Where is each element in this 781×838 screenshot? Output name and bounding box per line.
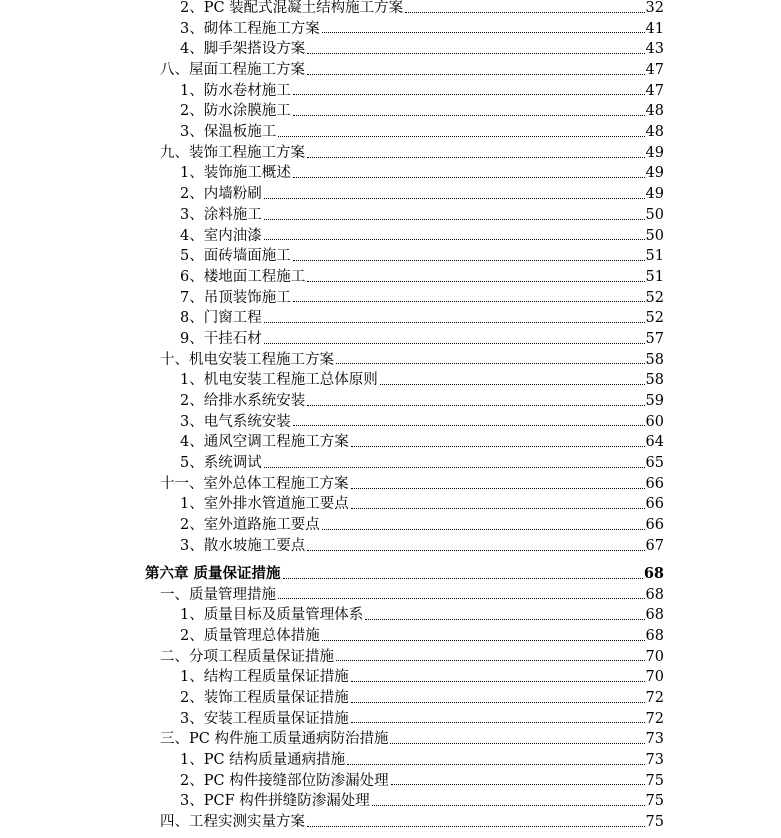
toc-entry-page-number: 73 xyxy=(645,752,664,769)
toc-entry-label: 3、砌体工程施工方案 xyxy=(180,20,320,37)
toc-section-entry[interactable] xyxy=(160,350,664,371)
toc-entry-label: 2、给排水系统安装 xyxy=(180,393,306,410)
dot-leader xyxy=(293,425,645,426)
toc-entry-page-number: 75 xyxy=(645,793,664,810)
toc-entry-label: 5、系统调试 xyxy=(180,455,262,472)
toc-subsection-entry[interactable] xyxy=(180,246,664,267)
toc-entry-label: 2、PC 构件接缝部位防渗漏处理 xyxy=(180,772,389,789)
dot-leader xyxy=(307,157,645,158)
dot-leader xyxy=(264,239,645,240)
toc-entry-page-number: 49 xyxy=(645,186,664,203)
dot-leader xyxy=(351,488,645,489)
toc-entry-label: 3、保温板施工 xyxy=(180,124,277,141)
toc-subsection-entry[interactable] xyxy=(180,329,664,350)
dot-leader xyxy=(322,32,645,33)
toc-entry-label: 9、干挂石材 xyxy=(180,330,262,347)
dot-leader xyxy=(278,598,645,599)
toc-entry-page-number: 49 xyxy=(645,165,664,182)
dot-leader xyxy=(278,136,644,137)
dot-leader xyxy=(293,115,645,116)
dot-leader xyxy=(307,405,644,406)
toc-entry-page-number: 43 xyxy=(645,41,664,58)
toc-entry-page-number: 72 xyxy=(645,689,664,706)
toc-entry-page-number: 32 xyxy=(645,0,664,16)
toc-entry-label: 1、结构工程质量保证措施 xyxy=(180,669,349,686)
toc-section-entry[interactable] xyxy=(160,60,664,81)
dot-leader xyxy=(264,198,645,199)
toc-entry-page-number: 47 xyxy=(645,62,664,79)
toc-entry-page-number: 66 xyxy=(645,496,664,513)
dot-leader xyxy=(264,219,645,220)
dot-leader xyxy=(351,446,645,447)
toc-entry-label: 一、质量管理措施 xyxy=(160,586,276,603)
dot-leader xyxy=(351,508,645,509)
toc-entry-page-number: 47 xyxy=(645,82,664,99)
toc-section-entry[interactable] xyxy=(160,812,664,833)
toc-entry-label: 第六章 质量保证措施 xyxy=(145,565,281,582)
toc-entry-page-number: 68 xyxy=(645,586,664,603)
toc-subsection-entry[interactable] xyxy=(180,101,664,122)
toc-subsection-entry[interactable] xyxy=(180,515,664,536)
toc-entry-page-number: 67 xyxy=(645,537,664,554)
toc-entry-page-number: 52 xyxy=(645,289,664,306)
dot-leader xyxy=(347,764,644,765)
toc-entry-label: 2、内墙粉刷 xyxy=(180,186,262,203)
toc-entry-page-number: 70 xyxy=(645,648,664,665)
toc-entry-label: 十、机电安装工程施工方案 xyxy=(160,351,334,368)
dot-leader xyxy=(351,722,645,723)
toc-entry-label: 6、楼地面工程施工 xyxy=(180,268,306,285)
toc-entry-label: 3、PCF 构件拼缝防渗漏处理 xyxy=(180,793,370,810)
toc-entry-label: 8、门窗工程 xyxy=(180,310,262,327)
toc-entry-page-number: 66 xyxy=(645,475,664,492)
dot-leader xyxy=(293,177,645,178)
toc-entry-page-number: 70 xyxy=(645,669,664,686)
toc-entry-page-number: 72 xyxy=(645,710,664,727)
dot-leader xyxy=(322,529,645,530)
toc-subsection-entry[interactable] xyxy=(180,308,664,329)
toc-entry-label: 四、工程实测实量方案 xyxy=(160,814,305,831)
toc-entry-page-number: 48 xyxy=(645,124,664,141)
toc-subsection-entry[interactable] xyxy=(180,164,664,185)
toc-entry-label: 5、面砖墙面施工 xyxy=(180,248,291,265)
toc-subsection-entry[interactable] xyxy=(180,771,664,792)
toc-entry-label: 3、涂料施工 xyxy=(180,206,262,223)
toc-entry-label: 7、吊顶装饰施工 xyxy=(180,289,291,306)
dot-leader xyxy=(307,826,645,827)
toc-entry-page-number: 59 xyxy=(645,393,664,410)
toc-entry-label: 2、室外道路施工要点 xyxy=(180,517,320,534)
toc-subsection-entry[interactable] xyxy=(180,0,664,19)
toc-entry-page-number: 52 xyxy=(645,310,664,327)
toc-entry-label: 二、分项工程质量保证措施 xyxy=(160,648,334,665)
dot-leader xyxy=(322,640,645,641)
toc-entry-label: 1、室外排水管道施工要点 xyxy=(180,496,349,513)
toc-subsection-entry[interactable] xyxy=(180,122,664,143)
toc-entry-label: 1、PC 结构质量通病措施 xyxy=(180,752,346,769)
dot-leader xyxy=(336,660,645,661)
dot-leader xyxy=(264,322,645,323)
dot-leader xyxy=(391,784,645,785)
toc-subsection-entry[interactable] xyxy=(180,536,664,557)
dot-leader xyxy=(283,578,643,579)
toc-entry-page-number: 68 xyxy=(645,627,664,644)
toc-entry-page-number: 50 xyxy=(645,227,664,244)
dot-leader xyxy=(307,550,644,551)
dot-leader xyxy=(293,260,645,261)
toc-entry-label: 2、装饰工程质量保证措施 xyxy=(180,689,349,706)
toc-subsection-entry[interactable] xyxy=(180,391,664,412)
toc-entry-page-number: 48 xyxy=(645,103,664,120)
toc-entry-label: 1、防水卷材施工 xyxy=(180,82,291,99)
toc-entry-label: 4、脚手架搭设方案 xyxy=(180,41,306,58)
dot-leader xyxy=(372,805,645,806)
toc-entry-page-number: 51 xyxy=(645,268,664,285)
toc-entry-page-number: 68 xyxy=(645,607,664,624)
toc-entry-page-number: 51 xyxy=(645,248,664,265)
toc-entry-label: 3、安装工程质量保证措施 xyxy=(180,710,349,727)
toc-section-entry[interactable] xyxy=(160,647,664,668)
toc-subsection-entry[interactable] xyxy=(180,688,664,709)
toc-section-entry[interactable] xyxy=(160,585,664,606)
toc-entry-label: 三、PC 构件施工质量通病防治措施 xyxy=(160,731,389,748)
toc-entry-label: 1、机电安装工程施工总体原则 xyxy=(180,372,378,389)
toc-subsection-entry[interactable] xyxy=(180,709,664,730)
dot-leader xyxy=(264,467,645,468)
dot-leader xyxy=(307,53,644,54)
dot-leader xyxy=(307,74,645,75)
toc-entry-label: 八、屋面工程施工方案 xyxy=(160,62,305,79)
dot-leader xyxy=(336,363,645,364)
toc-entry-page-number: 60 xyxy=(645,413,664,430)
toc-subsection-entry[interactable] xyxy=(180,791,664,812)
dot-leader xyxy=(293,94,645,95)
dot-leader xyxy=(307,281,644,282)
toc-entry-label: 3、散水坡施工要点 xyxy=(180,537,306,554)
dot-leader xyxy=(365,619,644,620)
toc-subsection-entry[interactable] xyxy=(180,626,664,647)
toc-entry-page-number: 41 xyxy=(645,20,664,37)
toc-subsection-entry[interactable] xyxy=(180,412,664,433)
toc-entry-page-number: 75 xyxy=(645,814,664,831)
toc-entry-label: 2、PC 装配式混凝土结构施工方案 xyxy=(180,0,404,16)
toc-subsection-entry[interactable] xyxy=(180,605,664,626)
toc-subsection-entry[interactable] xyxy=(180,370,664,391)
toc-subsection-entry[interactable] xyxy=(180,39,664,60)
toc-entry-page-number: 73 xyxy=(645,731,664,748)
toc-subsection-entry[interactable] xyxy=(180,432,664,453)
toc-subsection-entry[interactable] xyxy=(180,81,664,102)
toc-entry-label: 十一、室外总体工程施工方案 xyxy=(160,475,349,492)
dot-leader xyxy=(405,12,644,13)
toc-entry-label: 1、质量目标及质量管理体系 xyxy=(180,607,364,624)
toc-entry-label: 3、电气系统安装 xyxy=(180,413,291,430)
toc-subsection-entry[interactable] xyxy=(180,288,664,309)
dot-leader xyxy=(351,702,645,703)
dot-leader xyxy=(351,681,645,682)
toc-entry-page-number: 58 xyxy=(645,372,664,389)
toc-entry-page-number: 64 xyxy=(645,434,664,451)
toc-entry-label: 2、防水涂膜施工 xyxy=(180,103,291,120)
toc-subsection-entry[interactable] xyxy=(180,267,664,288)
toc-subsection-entry[interactable] xyxy=(180,495,664,516)
toc-entry-page-number: 66 xyxy=(645,517,664,534)
toc-section-entry[interactable] xyxy=(160,474,664,495)
toc-subsection-entry[interactable] xyxy=(180,205,664,226)
toc-subsection-entry[interactable] xyxy=(180,19,664,40)
dot-leader xyxy=(380,384,645,385)
toc-subsection-entry[interactable] xyxy=(180,226,664,247)
toc-subsection-entry[interactable] xyxy=(180,184,664,205)
toc-section-entry[interactable] xyxy=(160,143,664,164)
toc-subsection-entry[interactable] xyxy=(180,453,664,474)
toc-entry-label: 4、通风空调工程施工方案 xyxy=(180,434,349,451)
toc-entry-page-number: 75 xyxy=(645,772,664,789)
toc-chapter-entry[interactable] xyxy=(145,563,664,585)
dot-leader xyxy=(264,343,645,344)
toc-section-entry[interactable] xyxy=(160,729,664,750)
toc-entry-page-number: 49 xyxy=(645,144,664,161)
toc-entry-page-number: 68 xyxy=(643,564,664,582)
dot-leader xyxy=(390,743,644,744)
dot-leader xyxy=(293,301,645,302)
toc-subsection-entry[interactable] xyxy=(180,667,664,688)
toc-entry-label: 4、室内油漆 xyxy=(180,227,262,244)
toc-entry-page-number: 65 xyxy=(645,455,664,472)
toc-entry-label: 九、装饰工程施工方案 xyxy=(160,144,305,161)
toc-entry-label: 2、质量管理总体措施 xyxy=(180,627,320,644)
toc-entry-label: 1、装饰施工概述 xyxy=(180,165,291,182)
toc-entry-page-number: 50 xyxy=(645,206,664,223)
toc-subsection-entry[interactable] xyxy=(180,750,664,771)
toc-entry-page-number: 58 xyxy=(645,351,664,368)
toc-entry-page-number: 57 xyxy=(645,330,664,347)
